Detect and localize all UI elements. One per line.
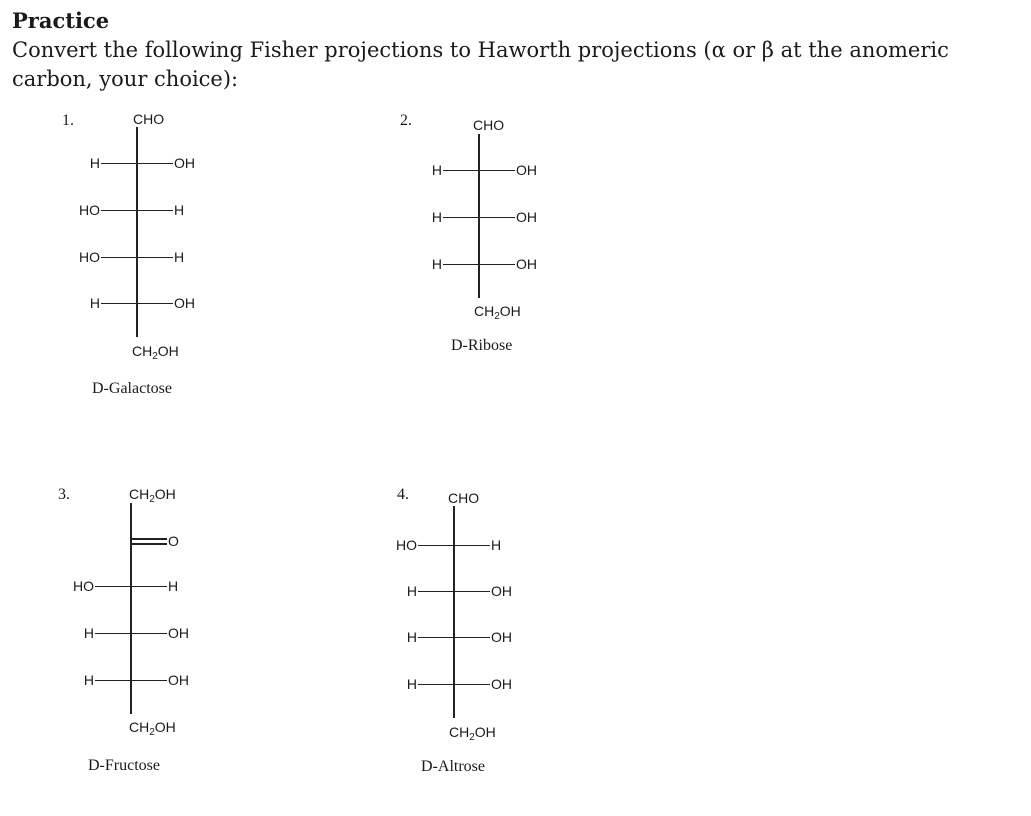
horizontal-bond-line — [443, 217, 515, 219]
left-substituent-label: H — [406, 583, 417, 599]
top-group-label: $CH_2OH$ — [129, 486, 176, 505]
fisher-backbone-line — [453, 506, 455, 718]
sugar-name: D-Ribose — [451, 337, 513, 354]
fisher-backbone-line — [136, 127, 138, 337]
left-substituent-label: HO — [79, 249, 100, 265]
right-substituent-label: OH — [516, 162, 537, 178]
sugar-name: D-Fructose — [88, 757, 160, 774]
horizontal-bond-line — [95, 680, 167, 682]
horizontal-bond-line — [95, 633, 167, 635]
left-substituent-label: HO — [396, 537, 417, 553]
left-substituent-label: H — [431, 256, 442, 272]
problem-number: 1. — [62, 112, 74, 129]
top-group-label: CHO — [473, 117, 505, 133]
instructions: Convert the following Fisher projections to Haworth projections (α or β at the anomeric carbon, your choice): — [12, 38, 949, 91]
horizontal-bond-line — [101, 303, 173, 305]
right-substituent-label: H — [491, 537, 502, 553]
right-substituent-label: OH — [491, 676, 512, 692]
right-substituent-label: OH — [174, 295, 195, 311]
horizontal-bond-line — [101, 210, 173, 212]
left-substituent-label: HO — [79, 202, 100, 218]
left-substituent-label: HO — [73, 578, 94, 594]
bottom-group-label: $CH_2OH$ — [449, 724, 496, 743]
horizontal-bond-line — [101, 163, 173, 165]
left-substituent-label: H — [431, 162, 442, 178]
sugar-name: D-Galactose — [92, 380, 172, 397]
left-substituent-label: H — [83, 625, 94, 641]
left-substituent-label: H — [431, 209, 442, 225]
bottom-group-label: $CH_2OH$ — [129, 719, 176, 738]
horizontal-bond-line — [418, 637, 490, 639]
horizontal-bond-line — [418, 591, 490, 593]
left-substituent-label: H — [83, 672, 94, 688]
right-substituent-label: OH — [168, 672, 189, 688]
carbonyl-oxygen-label: O — [168, 533, 179, 549]
right-substituent-label: OH — [168, 625, 189, 641]
carbonyl-double-bond-line — [131, 538, 167, 540]
right-substituent-label: OH — [516, 256, 537, 272]
horizontal-bond-line — [95, 586, 167, 588]
right-substituent-label: OH — [491, 583, 512, 599]
left-substituent-label: H — [89, 295, 100, 311]
right-substituent-label: OH — [491, 629, 512, 645]
top-group-label: CHO — [448, 490, 480, 506]
horizontal-bond-line — [418, 545, 490, 547]
bottom-group-label: $CH_2OH$ — [474, 303, 521, 322]
sugar-name: D-Altrose — [421, 758, 485, 775]
carbonyl-double-bond-line — [131, 543, 167, 545]
right-substituent-label: H — [168, 578, 179, 594]
page-title: Practice — [12, 8, 110, 33]
problem-number: 3. — [58, 486, 70, 503]
left-substituent-label: H — [406, 629, 417, 645]
top-group-label: CHO — [133, 111, 165, 127]
horizontal-bond-line — [418, 684, 490, 686]
horizontal-bond-line — [101, 257, 173, 259]
bottom-group-label: $CH_2OH$ — [132, 343, 179, 362]
right-substituent-label: OH — [174, 155, 195, 171]
right-substituent-label: H — [174, 202, 185, 218]
right-substituent-label: H — [174, 249, 185, 265]
right-substituent-label: OH — [516, 209, 537, 225]
left-substituent-label: H — [89, 155, 100, 171]
problem-number: 2. — [400, 112, 412, 129]
horizontal-bond-line — [443, 170, 515, 172]
problem-number: 4. — [397, 486, 409, 503]
fisher-backbone-line — [130, 503, 132, 714]
horizontal-bond-line — [443, 264, 515, 266]
left-substituent-label: H — [406, 676, 417, 692]
